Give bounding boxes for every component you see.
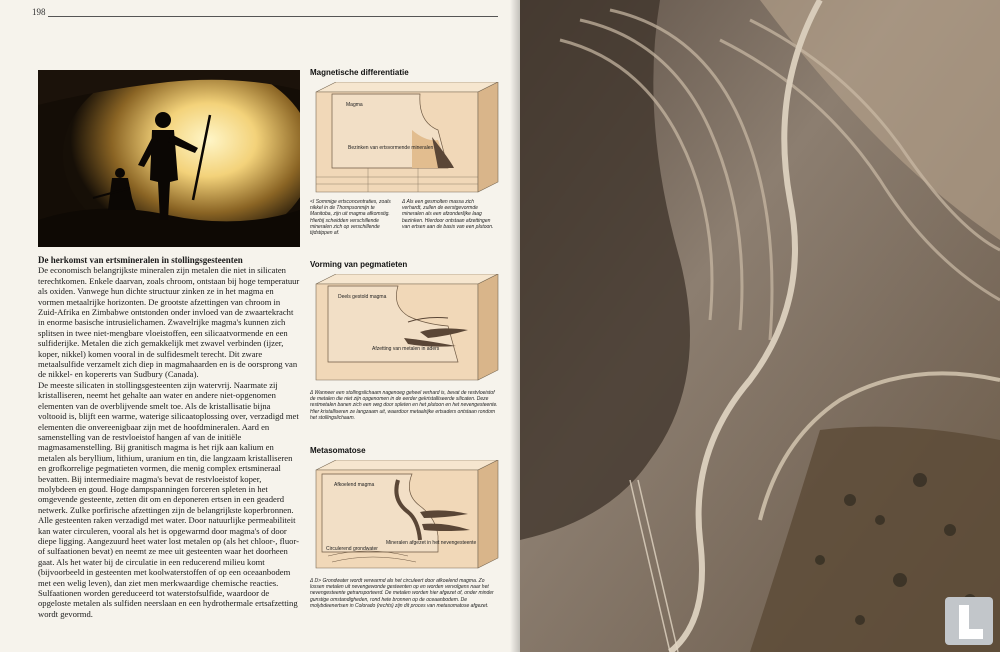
- label-circulating-groundwater: Circulerend grondwater: [326, 546, 378, 552]
- label-magma: Magma: [346, 102, 363, 108]
- caption-magnetic-right: Δ Als een gesmolten massa zich verhardt, zullen de eerstgevormde mineralen als een afzonderlijke laag bezinken. Hierdoor ontstaan afzettingen van ertsen aan de basis van een plutoon.: [402, 199, 494, 230]
- label-metal-veins: Afzetting van metalen in aders: [372, 346, 440, 352]
- diagram-metasomatose: [308, 460, 503, 570]
- label-sinking-minerals: Bezinken van ertsvormende mineralen: [348, 145, 434, 151]
- caption-magnetic-left: <I Sommige ertsconcentraties, zoals nikkel in de Thompsonmijn te Manitoba, zijn uit magma afkomstig. Hierbij scheidden verschillende mineralen zich op verschillende tijdstippen af.: [310, 199, 391, 237]
- mine-tunnel-photo: [38, 70, 300, 247]
- label-partially-solidified-magma: Deels gestold magma: [338, 294, 387, 300]
- article-paragraph: De meeste silicaten in stollingsgesteenten zijn watervrij. Naarmate zij kristalliseren, neemt het gehalte aan water en andere niet-opgenomen elementen van de overblijvende smelt toe. Als de kristallisatie bijna voltooid is, blijft een warme, waterige silicaatoplossing over, verzadigd met elementen die onvereenigbaar zijn met de hoofdmineralen. Aard en samenstelling van de restvloeistof hangen af van de initiële magmasamenstelling. Bij granitisch magma is het rijk aan kalium en metalen als beryllium, lithium, uranium en tin, die langzaam kristalliseren en grofkorrelige pegmatieten vormen, die menig complex ertsmineraal bevatten. Bij intermediaire magma's bevat de restvloeistof koper, molybdeen en goud. Hoge dampspanningen forceren spleten in het omgevende gesteente, zetten dit om en deponeren ertsen in een geaderd netwerk. Zulke porfirische afzettingen zijn de belangrijkste koperbronnen.: [38, 379, 299, 515]
- article-paragraph: Alle gesteenten raken verzadigd met water. Door natuurlijke permeabiliteit kan water circuleren, vooral als het is opgewarmd door magma's of door diepe ligging. Aangezuurd heet water lost metalen op (als het chloor-, fluor- of sulfaationen bevat) en neemt ze mee uit gesteenten waar het doorheen gaat. Als het water bij de circulatie in een reducerend milieu komt (bijvoorbeeld in gesteenten met koolwaterstoffen of op een oceaanbodem met een welig leven), dan ziet men merkwaardige chemische reacties. Sulfaationen worden gereduceerd tot waterstofsulfide, waardoor de opgeloste metalen als sulfiden neerslaan en een hydrothermale ertsafzetting wordt gevormd.: [38, 515, 299, 619]
- page-number: 198: [32, 7, 46, 17]
- right-page-aerial-photo: [520, 0, 1000, 652]
- diagram-title-magnetic: Magnetische differentiatie: [310, 68, 409, 77]
- watermark-logo: [945, 597, 993, 645]
- article-paragraph: De economisch belangrijkste mineralen zijn metalen die niet in silicaten terechtkomen. Enkele daarvan, zoals chroom, ontstaan bij hoge temperatuur als oxiden. Vanwege hun dichte structuur zinken ze in het magma en vormen metaalrijke horizonten. De grootste afzettingen van chroom in Zuid-Afrika en Zimbabwe ontstonden onder invloed van de zwaartekracht in enorme basische intrusielichamen. Zwavelrijke magma's kunnen zich splitsen in twee niet-mengbare vloeistoffen, een silicaatvormende en een sulfiderijke. Metalen die zich gemakkelijk met zwavel verbinden (ijzer, koper, nikkel) komen vooral in de sulfidesmelt terecht. Dit zware metaalsulfide verzamelt zich diep in magmahaarden en is de oorsprong van de nikkel- en kopererts van Sudbury (Canada).: [38, 265, 300, 380]
- caption-pegmatite: Δ Wanneer een stollingslichaam nagenoeg geheel verhard is, bevat de restvloeistof de metalen die niet zijn opgenomen in de eerder gekristalliseerde silicaten. Deze restmetalen banen zich een weg door spleten en het plutoon en het nevengesteente. Hier kristalliseren ze langzaam uit, waardoor metaalrijke ertsaders ontstaan rondom het stollingslichaam.: [310, 390, 498, 421]
- diagram-title-metasomatose: Metasomatose: [310, 446, 366, 455]
- header-rule: [48, 16, 498, 17]
- label-cooling-magma: Afkoelend magma: [334, 482, 375, 488]
- label-minerals-deposited: Mineralen afgezet in het nevengesteente: [386, 540, 477, 546]
- article-body: [38, 255, 300, 619]
- article-heading: De herkomst van ertsmineralen in stollingsgesteenten: [38, 255, 243, 265]
- caption-metasomatose: Δ D> Grondwater wordt verwarmd als het circuleert door afkoelend magma. Zo lossen metalen uit nevengewonde gesteenten op en worden vervolgens naar het nevengesteente getransporteerd. De metalen worden hier afgezet of, onder minder gunstige omstandigheden, rond hete bronnen op de oceaanbodem. De molybdeenertsen in Colorado (rechts) zijn dit proces van metasomatose afgezet.: [310, 578, 494, 609]
- diagram-title-pegmatite: Vorming van pegmatieten: [310, 260, 408, 269]
- open-pit-mine-aerial-photo: [520, 0, 1000, 652]
- diagram-pegmatite-formation: [308, 274, 503, 382]
- diagram-magnetic-differentiation: [308, 82, 503, 194]
